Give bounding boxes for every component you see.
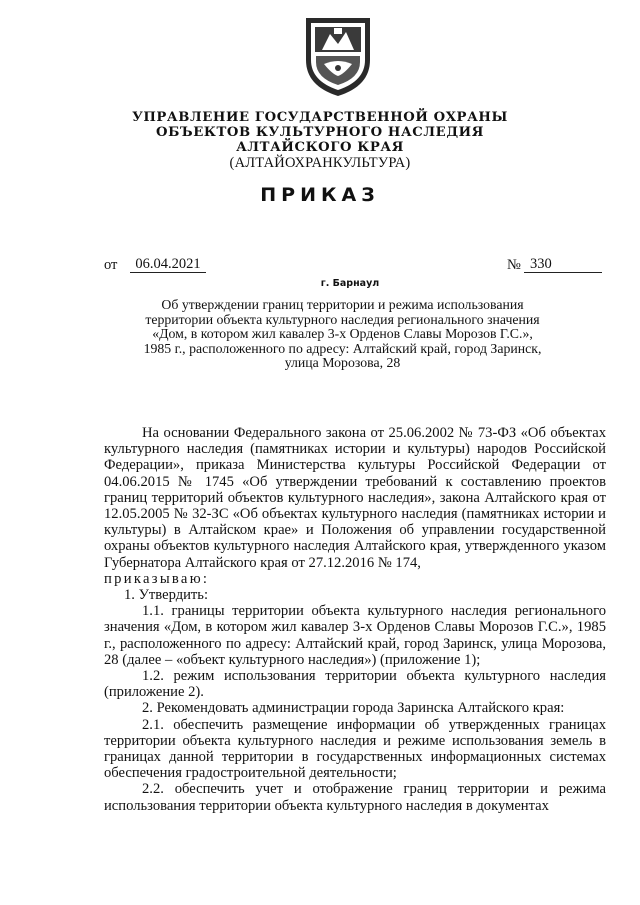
number-label: № [507, 257, 521, 273]
preamble-paragraph: На основании Федерального закона от 25.06.2002 № 73-ФЗ «Об объектах культурного наследия (памятниках истории и культуры) народов Российской Федерации», приказа Министерства культуры Российской Федерации от 04.06.2015 № 1745 «Об утверждении требований к составлению проектов границ территорий объектов культурного наследия», закона Алтайского края от 12.05.2005 № 32-ЗС «Об объектах культурного наследия (памятниках истории и культуры) в Алтайском крае» и Положения об управлении государственной охраны объектов культурного наследия Алтайского края, утвержденного указом Губернатора Алтайского края от 27.12.2016 № 174, [104, 425, 606, 571]
org-name-line-2: ОБЪЕКТОВ КУЛЬТУРНОГО НАСЛЕДИЯ [156, 125, 484, 140]
order-word: приказываю: [104, 570, 210, 587]
document-subject: Об утверждении границ территории и режима использования территории объекта культурного наследия регионального значения «Дом, в котором жил кавалер 3-х Орденов Славы Морозов Г.С.», 1985 г., расположенного по адресу: Алтайский край, город Заринск, улица Морозова, 28 [143, 297, 542, 370]
date-label: от [104, 257, 118, 273]
org-short-name: (АЛТАЙОХРАНКУЛЬТУРА) [229, 155, 411, 171]
city-name: г. Барнаул [320, 278, 380, 289]
clause-1-1: 1.1. границы территории объекта культурного наследия регионального значения «Дом, в котором жил кавалер 3-х Орденов Славы Морозов Г.С.», 1985 г., расположенного по адресу: Алтайский край, город Заринск, улица Морозова, 28 (далее – «объект культурного наследия») (приложение 1); [104, 603, 606, 668]
clause-2-2: 2.2. обеспечить учет и отображение границ территории и режима использования территории объекта культурного наследия в документах [104, 781, 606, 814]
document-body [104, 425, 606, 814]
document-title: ПРИКАЗ [260, 184, 380, 206]
altai-krai-coat-of-arms-icon [300, 14, 376, 98]
document-date: 06.04.2021 [130, 257, 206, 273]
org-name-line-3: АЛТАЙСКОГО КРАЯ [236, 140, 404, 155]
clause-2-1: 2.1. обеспечить размещение информации об утвержденных границах территории объекта культурного наследия и режиме использования земель в границах данной территории в государственных информационных системах обеспечения градостроительной деятельности; [104, 716, 606, 782]
org-name-line-1: УПРАВЛЕНИЕ ГОСУДАРСТВЕННОЙ ОХРАНЫ [132, 110, 508, 125]
clause-2: 2. Рекомендовать администрации города Заринска Алтайского края: [142, 700, 565, 717]
clause-1: 1. Утвердить: [124, 587, 209, 604]
document-number: 330 [524, 257, 602, 273]
clause-1-2: 1.2. режим использования территории объекта культурного наследия (приложение 2). [104, 668, 606, 701]
